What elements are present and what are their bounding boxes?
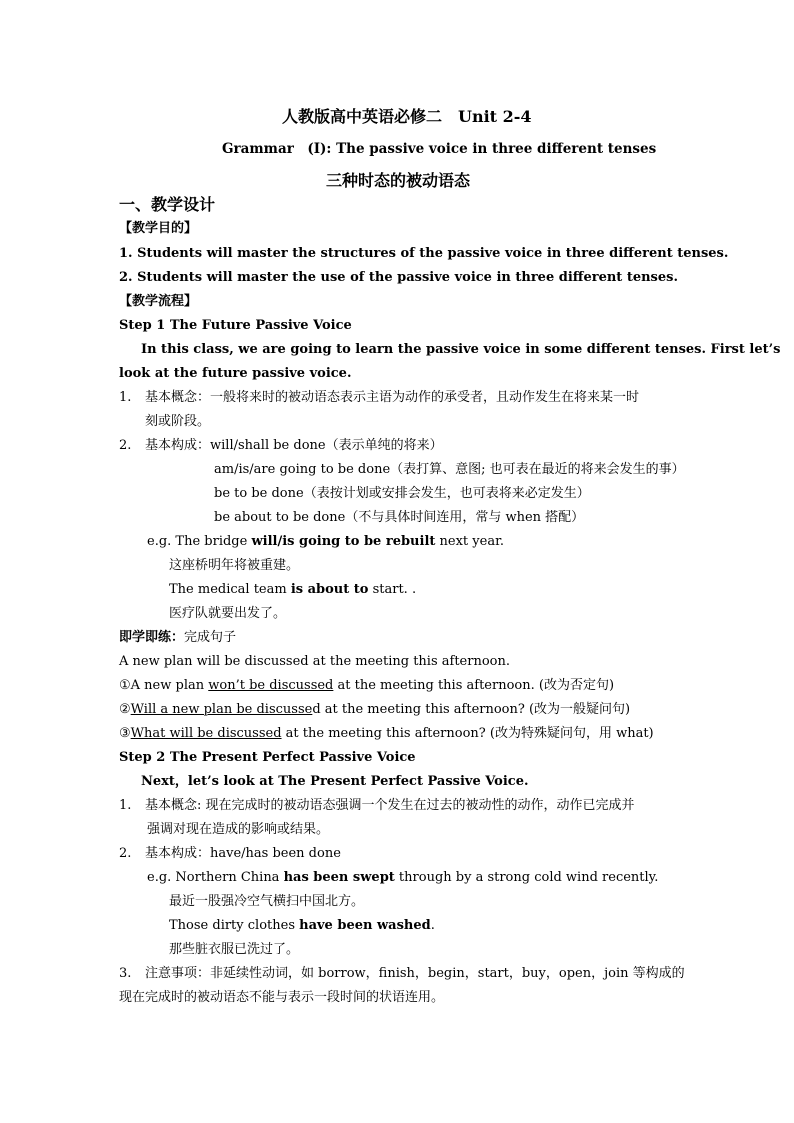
example-text: start. .: [368, 582, 417, 597]
structure-form: be to be done（表按计划或安排会发生，也可表将来必定发生）: [214, 486, 590, 501]
step1-intro-line1: In this class, we are going to learn the passive voice in some different tenses. First let’s: [141, 342, 781, 357]
document-subtitle: Grammar (I): The passive voice in three different tenses: [222, 141, 657, 157]
process-label: 【教学流程】: [119, 294, 198, 309]
example-sentence: [147, 869, 658, 887]
list-number: 1.: [119, 798, 132, 813]
answer-underlined: What will be discussed: [130, 726, 282, 741]
example-highlight: will/is going to be rebuilt: [251, 534, 436, 549]
list-number: 3.: [119, 966, 132, 981]
question-text: ②: [119, 702, 131, 717]
document-title: 人教版高中英语必修二 Unit 2-4: [282, 107, 532, 126]
example-text: .: [430, 918, 435, 933]
structure-label: 基本构成：: [145, 438, 211, 453]
list-number: 2.: [119, 846, 132, 861]
example-highlight: has been swept: [283, 870, 395, 885]
example-sentence: [147, 533, 504, 551]
example-text: through by a strong cold wind recently.: [394, 870, 659, 885]
practice-base-sentence: A new plan will be discussed at the meeting this afternoon.: [119, 654, 510, 669]
step2-note-cont: 现在完成时的被动语态不能与表示一段时间的状语连用。: [119, 990, 445, 1005]
question-text: ③: [119, 726, 131, 741]
structure-text: 基本构成：have/has been done: [145, 846, 341, 861]
question-text: ①A new plan: [119, 678, 209, 693]
objectives-label: 【教学目的】: [119, 221, 198, 236]
example-sentence: [169, 581, 416, 599]
step1-concept: [119, 389, 639, 407]
objective-item: 2. Students will master the use of the passive voice in three different tenses.: [119, 270, 678, 285]
note-text: 注意事项：非延续性动词，如 borrow，finish，begin，start，buy，open，join 等构成的: [145, 966, 685, 981]
answer-underlined: Will a new plan be discusse: [130, 702, 313, 717]
concept-text: 基本概念: 现在完成时的被动语态强调一个发生在过去的被动性的动作，动作已完成并: [145, 798, 635, 813]
step2-intro: Next，let’s look at The Present Perfect Passive Voice.: [141, 774, 529, 789]
example-translation: 那些脏衣服已洗过了。: [169, 942, 300, 957]
step1-intro-line2: look at the future passive voice.: [119, 366, 352, 381]
example-highlight: have been washed: [299, 918, 431, 933]
structure-form: will/shall be done（表示单纯的将来）: [210, 438, 443, 453]
list-number: 1.: [119, 390, 132, 405]
practice-question: [119, 701, 630, 719]
question-text: at the meeting this afternoon? (改为特殊疑问句，用 what): [281, 726, 654, 741]
example-text: next year.: [435, 534, 504, 549]
topic-title: 三种时态的被动语态: [326, 171, 471, 190]
step2-heading: Step 2 The Present Perfect Passive Voice: [119, 750, 416, 765]
section-heading: 一、教学设计: [119, 195, 216, 214]
answer-underlined: won’t be discussed: [208, 678, 334, 693]
example-text: Those dirty clothes: [169, 918, 300, 933]
list-number: 2.: [119, 438, 132, 453]
practice-question: [119, 725, 654, 743]
question-text: d at the meeting this afternoon? (改为一般疑问句): [312, 702, 631, 717]
practice-question: [119, 677, 614, 695]
step1-heading: Step 1 The Future Passive Voice: [119, 318, 352, 333]
step2-concept-cont: 强调对现在造成的影响或结果。: [147, 822, 330, 837]
step1-structure: [119, 437, 443, 455]
practice-label-bold: 即学即练：: [119, 630, 185, 645]
example-highlight: is about to: [290, 582, 369, 597]
objective-item: 1. Students will master the structures of the passive voice in three different tenses.: [119, 246, 729, 261]
question-text: at the meeting this afternoon. (改为否定句): [333, 678, 615, 693]
practice-label: [119, 629, 236, 647]
example-translation: 医疗队就要出发了。: [169, 606, 287, 621]
practice-label-text: 完成句子: [184, 630, 237, 645]
example-translation: 这座桥明年将被重建。: [169, 558, 300, 573]
step2-concept: [119, 797, 635, 815]
example-sentence: [169, 917, 435, 935]
concept-text: 基本概念：一般将来时的被动语态表示主语为动作的承受者，且动作发生在将来某一时: [145, 390, 640, 405]
structure-form: be about to be done（不与具体时间连用，常与 when 搭配）: [214, 510, 585, 525]
structure-form: am/is/are going to be done（表打算、意图; 也可表在最近的将来会发生的事）: [214, 462, 685, 477]
example-text: e.g. The bridge: [147, 534, 252, 549]
example-text: e.g. Northern China: [147, 870, 284, 885]
step1-concept-cont: 刻或阶段。: [145, 414, 211, 429]
example-text: The medical team: [169, 582, 291, 597]
step2-note: [119, 965, 685, 983]
step2-structure: [119, 845, 341, 863]
example-translation: 最近一股强冷空气横扫中国北方。: [169, 894, 365, 909]
